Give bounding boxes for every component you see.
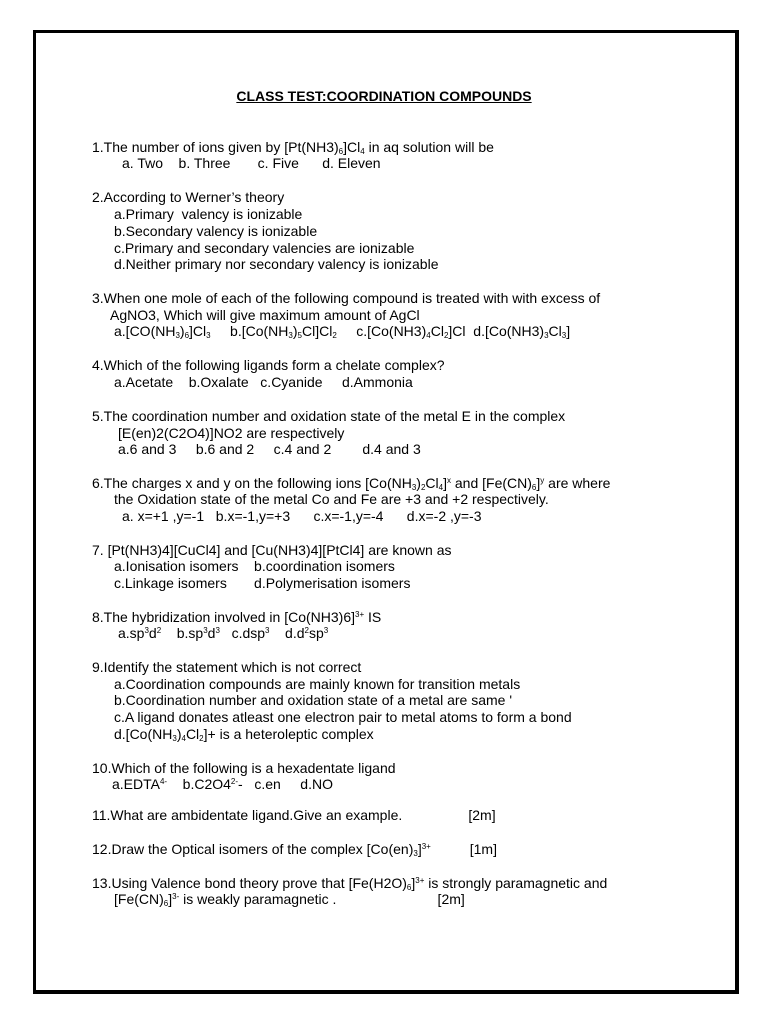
question-line [114, 491, 549, 507]
text-run: b.C2O4 [167, 776, 231, 792]
text-run: ) [292, 323, 298, 339]
question-stem [92, 475, 610, 491]
subscript: 6 [406, 883, 412, 892]
text-run: c.Primary and secondary valencies are ionizable [114, 240, 415, 256]
text-run: c.Linkage isomers d.Polymerisation isomers [114, 575, 411, 591]
text-run: 6.The charges x and y on the following ions [Co(NH [92, 475, 412, 491]
text-run: ] [536, 475, 541, 491]
subscript: 3 [411, 483, 417, 492]
superscript: 2- [230, 777, 239, 786]
superscript: 2 [304, 626, 309, 635]
subscript: 2 [199, 734, 204, 743]
text-run: 7. [Pt(NH3)4][CuCl4] and [Cu(NH3)4][PtCl4] are known as [92, 542, 452, 558]
text-run: a.6 and 3 b.6 and 2 c.4 and 2 d.4 and 3 [118, 441, 421, 457]
question-line [114, 240, 414, 256]
text-run: b.[Co(NH [210, 323, 289, 339]
text-run: ] [411, 875, 416, 891]
text-run: a.[CO(NH [114, 323, 176, 339]
text-run: Cl]Cl [301, 323, 333, 339]
superscript: 3 [323, 626, 329, 635]
text-run: [E(en)2(C2O4)]NO2 are respectively [118, 425, 345, 441]
question-line [114, 726, 374, 742]
question-line [114, 374, 413, 390]
text-run: 3.When one mole of each of the following compound is treated with with excess of [92, 290, 601, 306]
text-run: is weakly paramagnetic . [2m] [179, 891, 465, 907]
text-run: [Fe(CN) [114, 891, 164, 907]
text-run: ] [168, 891, 173, 907]
text-run: 9.Identify the statement which is not correct [92, 659, 362, 675]
text-run: 12.Draw the Optical isomers of the complex [Co(en) [92, 841, 414, 857]
subscript: 4 [181, 734, 186, 743]
subscript: 3 [544, 331, 549, 340]
text-run: b.sp [161, 625, 204, 641]
text-run: d.[Co(NH [114, 726, 173, 742]
text-run: a.Ionisation isomers b.coordination isomers [114, 558, 395, 574]
text-run: are where [544, 475, 611, 491]
text-run: Cl [185, 726, 200, 742]
text-run: ) [179, 323, 185, 339]
question-line [114, 223, 317, 239]
text-run: Cl [430, 323, 444, 339]
text-run: d [207, 625, 216, 641]
question-stem [92, 841, 497, 857]
text-run: [1m] [430, 841, 497, 857]
superscript: 3 [215, 626, 220, 635]
question-line [114, 676, 520, 692]
text-run: a.EDTA [112, 776, 160, 792]
question-stem [92, 189, 284, 205]
question-line [122, 508, 482, 524]
subscript: 6 [184, 331, 190, 340]
question-line [114, 206, 302, 222]
text-run: Cl [425, 475, 439, 491]
superscript: 3 [203, 626, 208, 635]
question-stem [92, 290, 600, 306]
subscript: 2 [420, 483, 426, 492]
superscript: 3- [172, 892, 180, 901]
text-run: 5.The coordination number and oxidation state of the metal E in the complex [92, 408, 566, 424]
text-run: 10.Which of the following is a hexadentate ligand [92, 760, 396, 776]
text-run: sp [308, 625, 324, 641]
subscript: 4 [360, 147, 365, 156]
subscript: 4 [438, 483, 444, 492]
superscript: 3+ [415, 876, 425, 885]
text-run: and [Fe(CN) [451, 475, 532, 491]
text-run: d.Neither primary nor secondary valency is ionizable [114, 256, 439, 272]
question-stem [92, 408, 565, 424]
text-run: ]Cl [343, 139, 361, 155]
superscript: 4- [159, 777, 168, 786]
question-stem [92, 659, 361, 675]
text-run: ) [416, 475, 421, 491]
text-run: 13.Using Valence bond theory prove that [Fe(H2O) [92, 875, 407, 891]
subscript: 3 [206, 331, 211, 340]
question-line [114, 692, 512, 708]
text-run: b.Coordination number and oxidation state of a metal are same ' [114, 692, 513, 708]
question-stem [92, 139, 494, 155]
text-run: ] [566, 323, 571, 339]
text-run: - c.en d.NO [238, 776, 333, 792]
subscript: 3 [172, 734, 177, 743]
text-run: 8.The hybridization involved in [Co(NH3)6] [92, 609, 356, 625]
text-run: 2.According to Werner’s theory [92, 189, 285, 205]
page-title: CLASS TEST:COORDINATION COMPOUNDS [236, 88, 532, 104]
text-run: ]+ is a heteroleptic complex [203, 726, 374, 742]
text-run: is strongly paramagnetic and [424, 875, 608, 891]
text-run: ] [417, 841, 422, 857]
text-run: a.Primary valency is ionizable [114, 206, 303, 222]
question-stem [92, 875, 607, 891]
superscript: 3+ [421, 842, 431, 851]
text-run: ) [176, 726, 182, 742]
subscript: 4 [426, 331, 431, 340]
text-run: a.Acetate b.Oxalate c.Cyanide d.Ammonia [114, 374, 413, 390]
text-run: 11.What are ambidentate ligand.Give an example. [2m] [92, 807, 496, 823]
text-run: c.[Co(NH3) [336, 323, 427, 339]
text-run: a.Coordination compounds are mainly known for transition metals [114, 676, 521, 692]
text-run: a.sp [118, 625, 145, 641]
text-run: d [148, 625, 157, 641]
text-run: in aq solution will be [364, 139, 494, 155]
subscript: 3 [413, 849, 418, 858]
superscript: x [447, 476, 451, 485]
question-stem [92, 357, 445, 373]
question-line [114, 891, 465, 907]
subscript: 3 [561, 331, 567, 340]
text-run: c.dsp [219, 625, 266, 641]
text-run: 4.Which of the following ligands form a chelate complex? [92, 357, 445, 373]
subscript: 2 [332, 331, 337, 340]
question-stem [92, 542, 451, 558]
text-run: Cl [548, 323, 562, 339]
text-run: 1.The number of ions given by [Pt(NH3) [92, 139, 339, 155]
text-run: the Oxidation state of the metal Co and Fe are +3 and +2 respectively. [114, 491, 549, 507]
superscript: 3+ [355, 610, 365, 619]
question-line [114, 256, 438, 272]
text-run: d.d [269, 625, 305, 641]
subscript: 3 [288, 331, 293, 340]
subscript: 6 [338, 147, 344, 156]
question-line [118, 441, 421, 457]
question-line [114, 575, 410, 591]
question-stem [92, 609, 381, 625]
text-run: ] [443, 475, 447, 491]
question-line [122, 155, 381, 171]
text-run: b.Secondary valency is ionizable [114, 223, 318, 239]
subscript: 3 [175, 331, 180, 340]
text-run: c.A ligand donates atleast one electron pair to metal atoms to form a bond [114, 709, 572, 725]
superscript: 3 [265, 626, 270, 635]
subscript: 6 [163, 899, 169, 908]
text-run: IS [364, 609, 382, 625]
question-line [118, 625, 328, 641]
subscript: 6 [531, 483, 537, 492]
question-stem [92, 807, 496, 823]
question-stem [92, 760, 396, 776]
question-line [112, 776, 333, 792]
question-line [118, 425, 344, 441]
question-line [114, 323, 570, 339]
superscript: 2 [156, 626, 162, 635]
text-run: ]Cl [189, 323, 207, 339]
superscript: y [540, 476, 545, 485]
text-run: ]Cl d.[Co(NH3) [448, 323, 545, 339]
superscript: 3 [144, 626, 149, 635]
question-line [110, 307, 420, 323]
text-run: a. x=+1 ,y=-1 b.x=-1,y=+3 c.x=-1,y=-4 d.x=-2 ,y=-3 [122, 508, 482, 524]
subscript: 2 [443, 331, 449, 340]
question-line [114, 558, 395, 574]
text-run: a. Two b. Three c. Five d. Eleven [122, 155, 381, 171]
text-run: AgNO3, Which will give maximum amount of AgCl [110, 307, 420, 323]
subscript: 5 [297, 331, 302, 340]
question-line [114, 709, 572, 725]
